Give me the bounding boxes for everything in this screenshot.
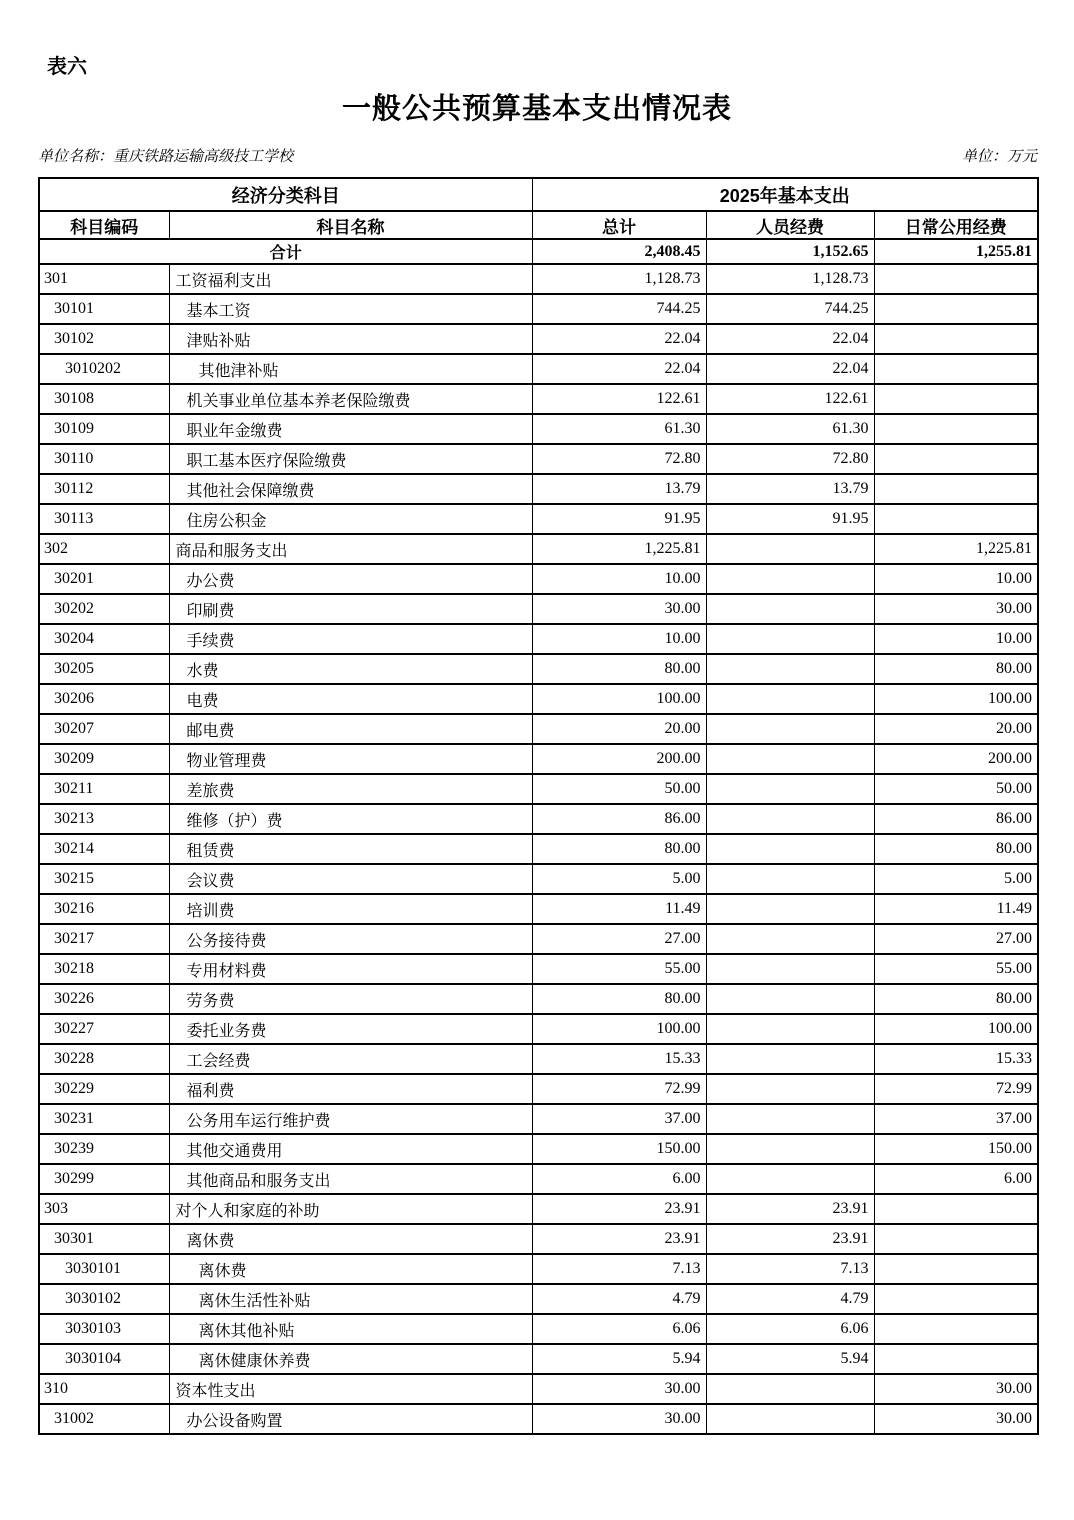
cell-daily [874,1314,1038,1344]
cell-total: 37.00 [532,1104,706,1134]
cell-code: 30299 [39,1164,169,1194]
cell-daily [874,1224,1038,1254]
header-group-subject: 经济分类科目 [39,178,532,211]
cell-name: 水费 [169,654,532,684]
cell-code: 31002 [39,1404,169,1434]
cell-total: 5.00 [532,864,706,894]
cell-personnel [706,804,874,834]
cell-daily [874,354,1038,384]
cell-total: 72.99 [532,1074,706,1104]
table-row [39,1074,1038,1104]
cell-name: 其他社会保障缴费 [169,474,532,504]
cell-total: 200.00 [532,744,706,774]
cell-total: 10.00 [532,564,706,594]
column-header-code: 科目编码 [39,211,169,239]
budget-table [38,177,1039,1435]
cell-total: 55.00 [532,954,706,984]
cell-name: 其他交通费用 [169,1134,532,1164]
cell-name: 其他商品和服务支出 [169,1164,532,1194]
cell-personnel [706,1044,874,1074]
cell-personnel: 744.25 [706,294,874,324]
cell-total: 4.79 [532,1284,706,1314]
cell-code: 30213 [39,804,169,834]
cell-name: 邮电费 [169,714,532,744]
cell-personnel: 5.94 [706,1344,874,1374]
cell-total: 1,128.73 [532,264,706,294]
cell-daily: 27.00 [874,924,1038,954]
cell-total: 30.00 [532,1374,706,1404]
cell-personnel [706,924,874,954]
cell-daily: 100.00 [874,1014,1038,1044]
table-row [39,294,1038,324]
table-row [39,1104,1038,1134]
cell-personnel: 22.04 [706,324,874,354]
cell-name: 办公费 [169,564,532,594]
cell-code: 30226 [39,984,169,1014]
cell-daily [874,1254,1038,1284]
cell-personnel: 72.80 [706,444,874,474]
cell-daily: 80.00 [874,834,1038,864]
cell-daily: 200.00 [874,744,1038,774]
cell-daily: 10.00 [874,624,1038,654]
cell-total: 86.00 [532,804,706,834]
cell-personnel [706,714,874,744]
total-row-label: 合计 [39,239,532,264]
cell-total: 10.00 [532,624,706,654]
cell-name: 公务用车运行维护费 [169,1104,532,1134]
cell-daily: 80.00 [874,654,1038,684]
table-row [39,684,1038,714]
table-body [39,239,1038,1434]
cell-name: 住房公积金 [169,504,532,534]
cell-name: 办公设备购置 [169,1404,532,1434]
total-row-total: 2,408.45 [532,239,706,264]
table-row [39,774,1038,804]
table-row [39,714,1038,744]
cell-name: 委托业务费 [169,1014,532,1044]
cell-personnel [706,1014,874,1044]
unit-measure-label: 单位：万元 [961,149,1037,165]
header-columns-row [39,211,1038,239]
cell-total: 13.79 [532,474,706,504]
table-row [39,504,1038,534]
table-row [39,1374,1038,1404]
table-row [39,1314,1038,1344]
cell-code: 30202 [39,594,169,624]
cell-personnel [706,744,874,774]
column-header-total: 总计 [532,211,706,239]
total-row-daily: 1,255.81 [874,239,1038,264]
cell-total: 22.04 [532,324,706,354]
cell-daily: 55.00 [874,954,1038,984]
cell-total: 11.49 [532,894,706,924]
cell-total: 744.25 [532,294,706,324]
table-row [39,864,1038,894]
cell-total: 50.00 [532,774,706,804]
column-header-personnel: 人员经费 [706,211,874,239]
cell-total: 150.00 [532,1134,706,1164]
cell-daily [874,1194,1038,1224]
cell-total: 23.91 [532,1194,706,1224]
cell-name: 资本性支出 [169,1374,532,1404]
unit-name-label: 单位名称：重庆铁路运输高级技工学校 [38,149,294,165]
cell-total: 100.00 [532,1014,706,1044]
cell-name: 福利费 [169,1074,532,1104]
cell-daily [874,294,1038,324]
cell-total: 23.91 [532,1224,706,1254]
cell-total: 30.00 [532,594,706,624]
table-row [39,474,1038,504]
cell-code: 30207 [39,714,169,744]
cell-personnel [706,624,874,654]
cell-personnel: 13.79 [706,474,874,504]
cell-total: 6.06 [532,1314,706,1344]
cell-daily: 30.00 [874,594,1038,624]
header-group-year: 2025年基本支出 [532,178,1038,211]
cell-personnel: 22.04 [706,354,874,384]
cell-name: 离休费 [169,1224,532,1254]
table-row [39,444,1038,474]
cell-name: 公务接待费 [169,924,532,954]
cell-daily: 15.33 [874,1044,1038,1074]
table-row [39,534,1038,564]
cell-daily: 1,225.81 [874,534,1038,564]
table-row [39,1254,1038,1284]
cell-total: 15.33 [532,1044,706,1074]
cell-personnel: 23.91 [706,1224,874,1254]
cell-code: 30209 [39,744,169,774]
cell-personnel: 122.61 [706,384,874,414]
cell-name: 商品和服务支出 [169,534,532,564]
cell-code: 30301 [39,1224,169,1254]
table-row [39,264,1038,294]
cell-daily: 5.00 [874,864,1038,894]
cell-personnel [706,1134,874,1164]
cell-personnel [706,564,874,594]
cell-daily: 10.00 [874,564,1038,594]
cell-daily: 37.00 [874,1104,1038,1134]
cell-code: 30204 [39,624,169,654]
cell-total: 30.00 [532,1404,706,1434]
cell-name: 差旅费 [169,774,532,804]
table-row [39,984,1038,1014]
cell-daily [874,384,1038,414]
cell-name: 对个人和家庭的补助 [169,1194,532,1224]
cell-code: 3030103 [39,1314,169,1344]
table-row [39,1164,1038,1194]
cell-code: 30109 [39,414,169,444]
table-row [39,1224,1038,1254]
cell-code: 303 [39,1194,169,1224]
cell-daily: 150.00 [874,1134,1038,1164]
cell-personnel [706,774,874,804]
cell-personnel: 1,128.73 [706,264,874,294]
cell-name: 印刷费 [169,594,532,624]
cell-name: 培训费 [169,894,532,924]
cell-code: 3010202 [39,354,169,384]
cell-total: 5.94 [532,1344,706,1374]
table-row [39,1404,1038,1434]
cell-total: 7.13 [532,1254,706,1284]
cell-total: 22.04 [532,354,706,384]
cell-name: 其他津补贴 [169,354,532,384]
cell-daily: 72.99 [874,1074,1038,1104]
cell-personnel [706,654,874,684]
cell-name: 离休生活性补贴 [169,1284,532,1314]
table-row [39,564,1038,594]
cell-total: 80.00 [532,654,706,684]
cell-personnel [706,684,874,714]
cell-total: 6.00 [532,1164,706,1194]
cell-code: 30101 [39,294,169,324]
header-group-row [39,178,1038,211]
cell-personnel [706,1104,874,1134]
cell-code: 30102 [39,324,169,354]
cell-total: 122.61 [532,384,706,414]
cell-daily: 100.00 [874,684,1038,714]
cell-daily: 30.00 [874,1374,1038,1404]
cell-name: 劳务费 [169,984,532,1014]
cell-daily: 86.00 [874,804,1038,834]
cell-code: 30216 [39,894,169,924]
cell-personnel: 23.91 [706,1194,874,1224]
page-title: 一般公共预算基本支出情况表 [341,93,732,125]
cell-code: 30227 [39,1014,169,1044]
table-row [39,1044,1038,1074]
table-row [39,894,1038,924]
cell-code: 30215 [39,864,169,894]
table-row [39,744,1038,774]
cell-code: 30108 [39,384,169,414]
cell-code: 30229 [39,1074,169,1104]
cell-name: 手续费 [169,624,532,654]
cell-name: 津贴补贴 [169,324,532,354]
cell-name: 维修（护）费 [169,804,532,834]
cell-code: 301 [39,264,169,294]
table-row [39,654,1038,684]
table-row [39,594,1038,624]
table-row [39,1014,1038,1044]
cell-personnel: 7.13 [706,1254,874,1284]
cell-name: 电费 [169,684,532,714]
table-row [39,354,1038,384]
table-row [39,624,1038,654]
cell-personnel [706,984,874,1014]
cell-code: 30206 [39,684,169,714]
cell-code: 30214 [39,834,169,864]
cell-code: 30205 [39,654,169,684]
cell-daily [874,504,1038,534]
cell-daily [874,1284,1038,1314]
table-row [39,414,1038,444]
total-row-personnel: 1,152.65 [706,239,874,264]
cell-total: 80.00 [532,834,706,864]
cell-code: 30110 [39,444,169,474]
cell-total: 91.95 [532,504,706,534]
table-row [39,804,1038,834]
cell-daily [874,474,1038,504]
table-row [39,924,1038,954]
cell-personnel [706,1374,874,1404]
cell-total: 72.80 [532,444,706,474]
table-row [39,1194,1038,1224]
cell-code: 30239 [39,1134,169,1164]
cell-name: 离休其他补贴 [169,1314,532,1344]
cell-code: 30231 [39,1104,169,1134]
cell-daily [874,444,1038,474]
cell-code: 30113 [39,504,169,534]
table-row [39,1284,1038,1314]
cell-name: 工会经费 [169,1044,532,1074]
cell-code: 30211 [39,774,169,804]
cell-name: 物业管理费 [169,744,532,774]
table-row [39,1344,1038,1374]
cell-total: 20.00 [532,714,706,744]
cell-personnel [706,864,874,894]
cell-name: 职工基本医疗保险缴费 [169,444,532,474]
cell-total: 100.00 [532,684,706,714]
cell-name: 离休健康休养费 [169,1344,532,1374]
cell-personnel [706,1164,874,1194]
cell-code: 30228 [39,1044,169,1074]
cell-code: 30201 [39,564,169,594]
table-row [39,954,1038,984]
column-header-daily: 日常公用经费 [874,211,1038,239]
cell-code: 30218 [39,954,169,984]
form-number-label: 表六 [47,56,87,78]
cell-daily [874,414,1038,444]
cell-personnel [706,894,874,924]
cell-daily: 11.49 [874,894,1038,924]
cell-daily [874,324,1038,354]
table-row [39,324,1038,354]
cell-personnel [706,834,874,864]
column-header-name: 科目名称 [169,211,532,239]
cell-code: 3030104 [39,1344,169,1374]
cell-personnel [706,1074,874,1104]
cell-daily [874,264,1038,294]
cell-name: 会议费 [169,864,532,894]
cell-total: 80.00 [532,984,706,1014]
table-header [39,178,1038,239]
cell-code: 310 [39,1374,169,1404]
cell-daily: 30.00 [874,1404,1038,1434]
cell-personnel: 4.79 [706,1284,874,1314]
cell-name: 工资福利支出 [169,264,532,294]
cell-code: 3030101 [39,1254,169,1284]
cell-personnel: 6.06 [706,1314,874,1344]
cell-personnel: 61.30 [706,414,874,444]
cell-total: 27.00 [532,924,706,954]
meta-line [38,145,1037,166]
cell-name: 机关事业单位基本养老保险缴费 [169,384,532,414]
cell-personnel [706,954,874,984]
cell-daily [874,1344,1038,1374]
cell-personnel: 91.95 [706,504,874,534]
cell-daily: 50.00 [874,774,1038,804]
cell-code: 30112 [39,474,169,504]
cell-personnel [706,594,874,624]
cell-name: 基本工资 [169,294,532,324]
cell-code: 30217 [39,924,169,954]
table-row [39,1134,1038,1164]
table-row [39,384,1038,414]
cell-name: 离休费 [169,1254,532,1284]
cell-code: 302 [39,534,169,564]
cell-daily: 20.00 [874,714,1038,744]
cell-personnel [706,534,874,564]
table-row [39,834,1038,864]
total-row [39,239,1038,264]
cell-total: 61.30 [532,414,706,444]
cell-code: 3030102 [39,1284,169,1314]
cell-daily: 6.00 [874,1164,1038,1194]
cell-name: 专用材料费 [169,954,532,984]
cell-name: 职业年金缴费 [169,414,532,444]
cell-personnel [706,1404,874,1434]
cell-daily: 80.00 [874,984,1038,1014]
cell-name: 租赁费 [169,834,532,864]
cell-total: 1,225.81 [532,534,706,564]
